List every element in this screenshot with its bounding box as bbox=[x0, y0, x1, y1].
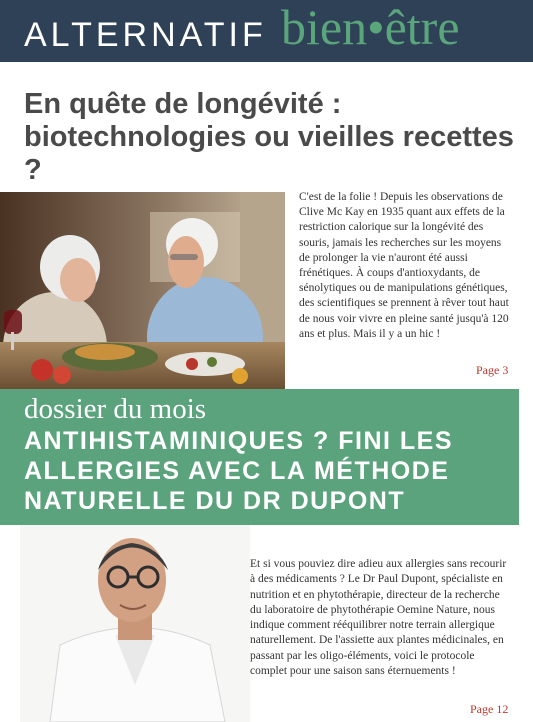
page-reference-link[interactable]: Page 12 bbox=[470, 702, 509, 716]
elderly-couple-dinner-photo bbox=[0, 192, 285, 389]
article-headline: En quête de longévité : biotechnologies ou vieilles recettes ? bbox=[24, 88, 514, 186]
masthead bbox=[0, 0, 533, 62]
dossier-kicker: dossier du mois bbox=[24, 393, 207, 425]
brand-name-alternatif: ALTERNATIF bbox=[24, 16, 267, 54]
article-teaser: C'est de la folie ! Depuis les observations de Clive Mc Kay en 1935 quant aux effets de la restriction calorique sur la longévité des souris, jamais les recherches sur les moyens de prolonger la vie n'auront été aussi frénétiques. À coups d'antioxydants, de sénolytiques ou de manipulations génétiques, des scientifiques se prennent à rêver tout haut de nous voir vivre en pleine santé jusqu'à 120 ans et plus. Mais il y a un hic ! bbox=[299, 191, 509, 340]
page-reference-link[interactable]: Page 3 bbox=[476, 363, 509, 377]
dossier-title: ANTIHISTAMINIQUES ? FINI LES ALLERGIES AVEC LA MÉTHODE NATURELLE DU DR DUPONT bbox=[24, 427, 454, 515]
doctor-portrait-photo bbox=[20, 525, 250, 722]
dossier-teaser: Et si vous pouviez dire adieu aux allergies sans recourir à des médicaments ? Le Dr Paul Dupont, spécialiste en nutrition et en phytothérapie, directeur de la recherche du laboratoire de phytothérapie Oemine Nature, nous indique comment rééquilibrer notre terrain allergique naturellement. De l'assiette aux plantes médicinales, en passant par les oligo-éléments, voici le protocole complet pour une saison sans éternuements ! bbox=[250, 558, 507, 678]
brand-name-bien-etre: bien•être bbox=[281, 0, 460, 55]
